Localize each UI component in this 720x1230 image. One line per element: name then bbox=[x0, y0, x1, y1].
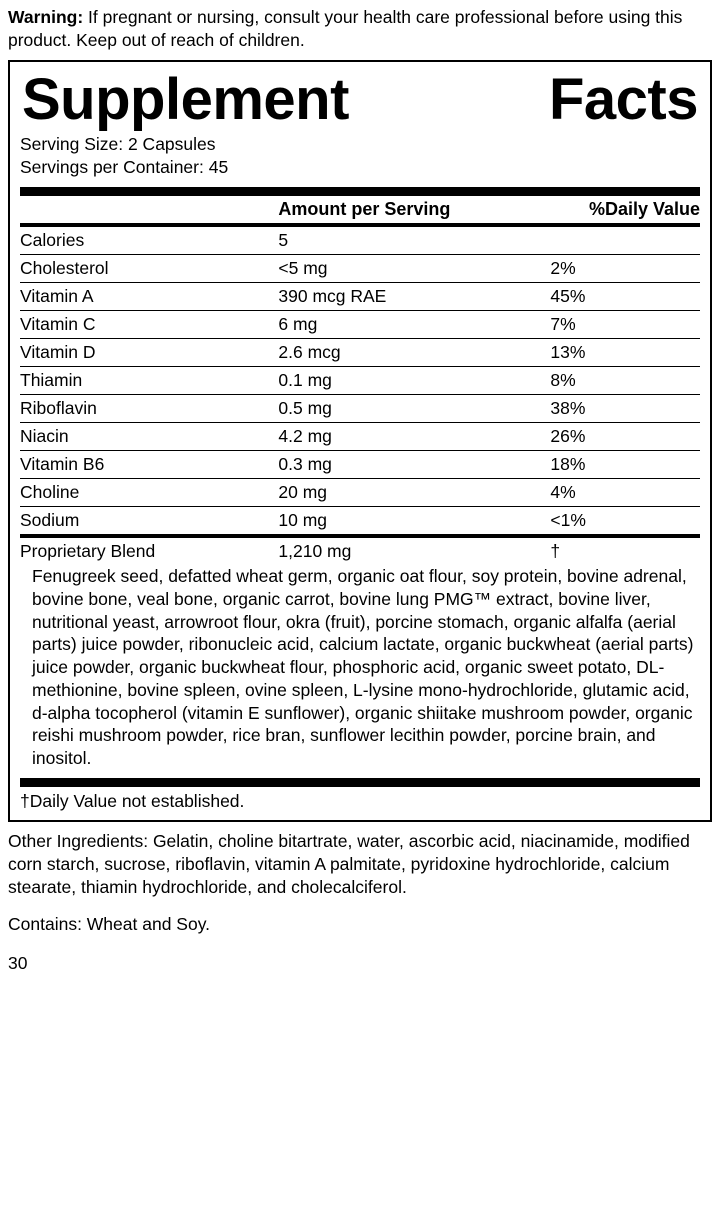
table-row bbox=[20, 507, 700, 535]
nutrient-dv: 2% bbox=[550, 255, 700, 283]
nutrient-dv: 18% bbox=[550, 451, 700, 479]
nutrient-dv: <1% bbox=[550, 507, 700, 535]
nutrient-amount: 0.3 mg bbox=[278, 451, 550, 479]
nutrient-name: Vitamin C bbox=[20, 311, 278, 339]
table-row bbox=[20, 255, 700, 283]
header-daily-value: %Daily Value bbox=[588, 199, 700, 220]
nutrition-table bbox=[20, 196, 700, 223]
blend-ingredients: Fenugreek seed, defatted wheat germ, organic oat flour, soy protein, bovine adrenal, bovine bone, veal bone, organic carrot, bovine lung PMG™ extract, bovine liver, nutritional yeast, arrowroot flour, okra (fruit), porcine stomach, organic alfalfa (aerial parts) juice powder, ribonucleic acid, calcium lactate, organic buckwheat (aerial parts) juice powder, organic buckwheat flour, phosphoric acid, organic sweet potato, DL-methionine, bovine spleen, ovine spleen, L-lysine mono-hydrochloride, glutamic acid, d-alpha tocopherol (vitamin E sunflower), organic shiitake mushroom powder, organic reishi mushroom powder, rice bran, sunflower lecithin powder, porcine brain, and inositol. bbox=[32, 566, 694, 769]
nutrient-name: Choline bbox=[20, 479, 278, 507]
servings-per-container: Servings per Container: 45 bbox=[20, 156, 229, 177]
nutrient-dv: 38% bbox=[550, 395, 700, 423]
serving-size: Serving Size: 2 Capsules bbox=[20, 133, 216, 154]
nutrient-name: Sodium bbox=[20, 507, 278, 535]
warning-body: If pregnant or nursing, consult your health care professional before using this product. Keep out of reach of children. bbox=[8, 7, 683, 50]
nutrient-name: Vitamin D bbox=[20, 339, 278, 367]
nutrient-amount: 10 mg bbox=[278, 507, 550, 535]
panel-title bbox=[20, 68, 700, 133]
rule-below-blend bbox=[20, 778, 700, 787]
nutrient-dv: 7% bbox=[550, 311, 700, 339]
nutrient-amount: 390 mcg RAE bbox=[278, 283, 550, 311]
nutrient-amount: 5 bbox=[278, 230, 289, 251]
nutrient-amount: 0.5 mg bbox=[278, 395, 550, 423]
nutrient-dv: 13% bbox=[550, 339, 700, 367]
nutrient-name: Cholesterol bbox=[20, 255, 278, 283]
warning-text bbox=[8, 0, 712, 60]
nutrient-name: Calories bbox=[20, 230, 85, 251]
nutrient-dv: 8% bbox=[550, 367, 700, 395]
header-nutrient bbox=[20, 196, 278, 223]
blend-amount: 1,210 mg bbox=[278, 541, 352, 562]
table-row bbox=[20, 395, 700, 423]
nutrient-dv: 4% bbox=[550, 479, 700, 507]
allergen-contains: Contains: Wheat and Soy. bbox=[8, 913, 211, 934]
other-ingredients: Other Ingredients: Gelatin, choline bitartrate, water, ascorbic acid, niacinamide, modified corn starch, sucrose, riboflavin, vitamin A palmitate, pyridoxine hydrochloride, calcium stearate, thiamin hydrochloride, and cholecalciferol. bbox=[8, 830, 690, 898]
nutrient-rows bbox=[20, 227, 700, 534]
table-row bbox=[20, 367, 700, 395]
table-header-row bbox=[20, 196, 700, 223]
nutrient-dv: 45% bbox=[550, 283, 700, 311]
table-row bbox=[20, 283, 700, 311]
proprietary-blend-table bbox=[20, 538, 700, 565]
blend-dv: † bbox=[550, 541, 561, 562]
rule-thick-top bbox=[20, 187, 700, 196]
serving-info bbox=[20, 133, 700, 184]
nutrient-name: Vitamin A bbox=[20, 283, 278, 311]
nutrient-amount: 20 mg bbox=[278, 479, 550, 507]
nutrient-name: Niacin bbox=[20, 423, 278, 451]
nutrient-amount: 6 mg bbox=[278, 311, 550, 339]
daily-value-footnote: †Daily Value not established. bbox=[20, 790, 245, 811]
page-number: 30 bbox=[8, 952, 28, 973]
blend-name: Proprietary Blend bbox=[20, 541, 156, 562]
supplement-facts-panel bbox=[8, 60, 712, 822]
nutrient-amount: <5 mg bbox=[278, 255, 550, 283]
table-row bbox=[20, 451, 700, 479]
panel-title-facts: Facts bbox=[548, 66, 698, 132]
nutrient-name: Vitamin B6 bbox=[20, 451, 278, 479]
table-row bbox=[20, 227, 700, 255]
table-row bbox=[20, 339, 700, 367]
table-row bbox=[20, 479, 700, 507]
panel-title-supplement: Supplement bbox=[22, 66, 349, 132]
table-row bbox=[20, 423, 700, 451]
nutrient-dv: 26% bbox=[550, 423, 700, 451]
table-row bbox=[20, 311, 700, 339]
proprietary-blend-row bbox=[20, 538, 700, 565]
nutrient-name: Thiamin bbox=[20, 367, 278, 395]
nutrient-name: Riboflavin bbox=[20, 395, 278, 423]
nutrient-dv bbox=[550, 227, 700, 255]
nutrient-amount: 0.1 mg bbox=[278, 367, 550, 395]
nutrient-amount: 2.6 mcg bbox=[278, 339, 550, 367]
header-amount-per-serving: Amount per Serving bbox=[278, 199, 451, 220]
nutrient-amount: 4.2 mg bbox=[278, 423, 550, 451]
warning-label: Warning: bbox=[8, 7, 84, 27]
